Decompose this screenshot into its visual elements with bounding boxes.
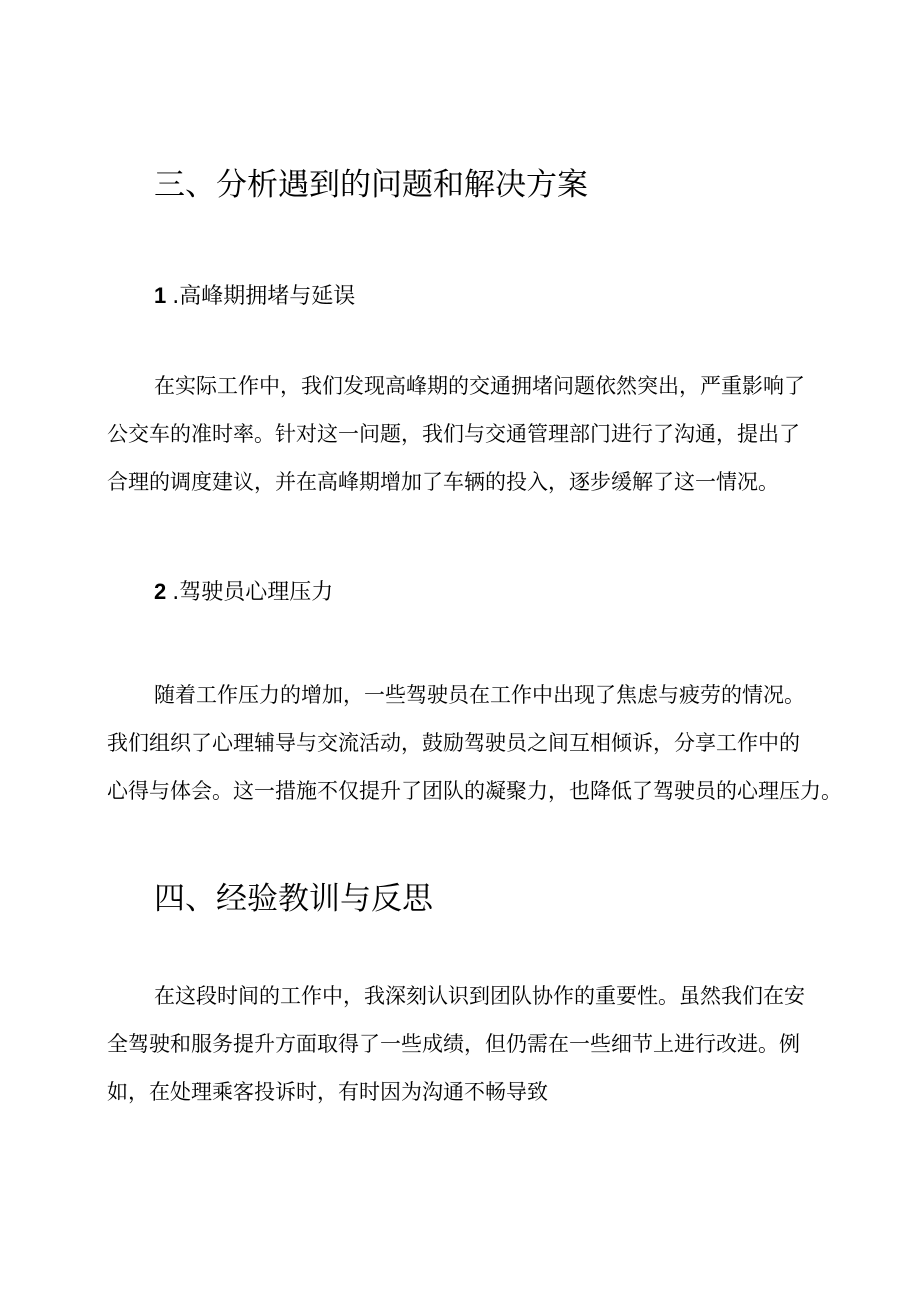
paragraph-line: 在这段时间的工作中，我深刻认识到团队协作的重要性。虽然我们在安 xyxy=(154,984,805,1008)
subsection-title: .高峰期拥堵与延误 xyxy=(172,284,356,309)
paragraph-line: 公交车的准时率。针对这一问题，我们与交通管理部门进行了沟通，提出了 xyxy=(107,422,800,446)
paragraph-line: 全驾驶和服务提升方面取得了一些成绩，但仍需在一些细节上进行改进。例 xyxy=(107,1032,800,1056)
paragraph-line: 合理的调度建议，并在高峰期增加了车辆的投入，逐步缓解了这一情况。 xyxy=(107,470,779,494)
subsection-title: .驾驶员心理压力 xyxy=(172,580,334,605)
paragraph-line: 随着工作压力的增加，一些驾驶员在工作中出现了焦虑与疲劳的情况。 xyxy=(154,683,805,707)
section-heading-analysis: 三、分析遇到的问题和解决方案 xyxy=(154,167,588,203)
section-heading-lessons: 四、经验教训与反思 xyxy=(154,881,433,917)
paragraph-line: 心得与体会。这一措施不仅提升了团队的凝聚力，也降低了驾驶员的心理压力。 xyxy=(107,779,842,803)
subsection-heading-driver-stress xyxy=(154,577,333,608)
paragraph-driver-stress xyxy=(107,671,842,815)
paragraph-line: 如，在处理乘客投诉时，有时因为沟通不畅导致 xyxy=(107,1080,548,1104)
paragraph-peak-congestion xyxy=(107,362,823,506)
paragraph-lessons xyxy=(107,972,823,1116)
subsection-number: 1 xyxy=(154,283,167,308)
subsection-heading-peak-congestion xyxy=(154,281,355,312)
paragraph-line: 我们组织了心理辅导与交流活动，鼓励驾驶员之间互相倾诉，分享工作中的 xyxy=(107,731,800,755)
subsection-number: 2 xyxy=(154,579,167,604)
paragraph-line: 在实际工作中，我们发现高峰期的交通拥堵问题依然突出，严重影响了 xyxy=(154,374,805,398)
